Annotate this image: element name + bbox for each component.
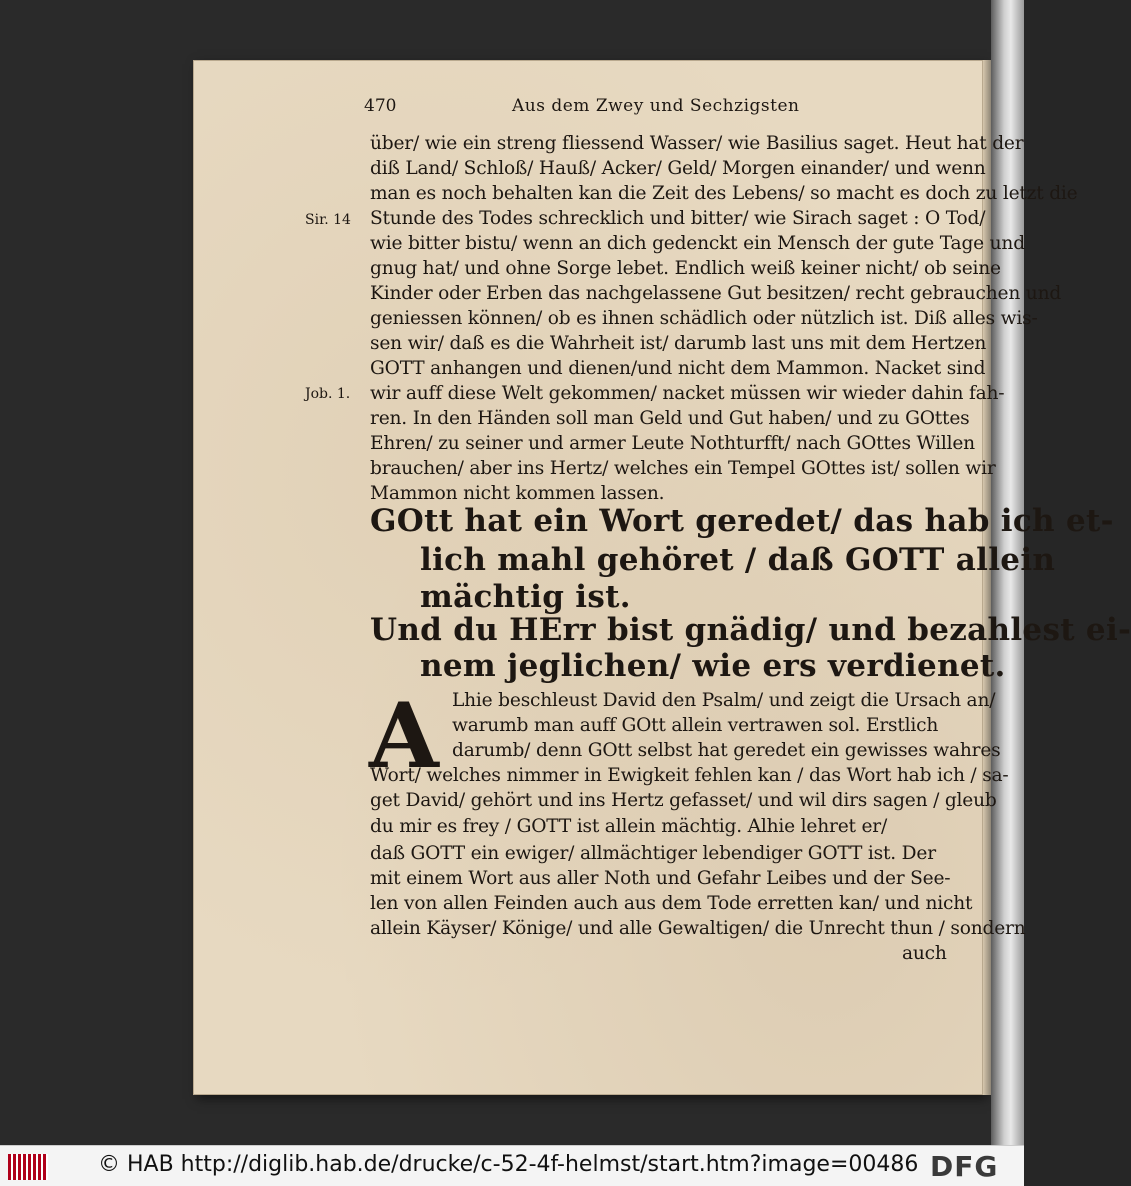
footer-bar: [0, 1145, 1024, 1186]
copyright-link[interactable]: © HAB http://diglib.hab.de/drucke/c-52-4f-helmst/start.htm?image=00486: [98, 1152, 919, 1177]
verse-line: mächtig ist.: [420, 579, 631, 615]
body-line: Kinder oder Erben das nachgelassene Gut besitzen/ recht gebrauchen und: [370, 283, 1062, 304]
body-line: mit einem Wort aus aller Noth und Gefahr Leibes und der See-: [370, 868, 951, 889]
header-title: Aus dem Zwey und Sechzigsten: [512, 96, 800, 116]
body-line: Ehren/ zu seiner und armer Leute Nothturfft/ nach GOttes Willen: [370, 433, 975, 454]
body-line: daß GOTT ein ewiger/ allmächtiger lebendiger GOTT ist. Der: [370, 843, 936, 864]
verse-line: lich mahl gehöret / daß GOTT allein: [420, 542, 1056, 578]
body-line: man es noch behalten kan die Zeit des Lebens/ so macht es doch zu letzt die: [370, 183, 1078, 204]
body-line: Lhie beschleust David den Psalm/ und zeigt die Ursach an/: [452, 690, 996, 711]
body-line: Mammon nicht kommen lassen.: [370, 483, 665, 504]
margin-note: Job. 1.: [305, 386, 351, 402]
verse-line: GOtt hat ein Wort geredet/ das hab ich et-: [370, 503, 1114, 539]
catchword: auch: [902, 943, 947, 964]
dfg-logo: DFG: [930, 1150, 999, 1183]
library-logo-icon: [8, 1154, 48, 1180]
margin-note: Sir. 14: [305, 212, 351, 228]
body-line: wie bitter bistu/ wenn an dich gedenckt ein Mensch der gute Tage und: [370, 233, 1025, 254]
verse-line: Und du HErr bist gnädig/ und bezahlest ei-: [370, 612, 1131, 648]
body-line: sen wir/ daß es die Wahrheit ist/ darumb last uns mit dem Hertzen: [370, 333, 987, 354]
body-line: ren. In den Händen soll man Geld und Gut haben/ und zu GOttes: [370, 408, 970, 429]
body-line: warumb man auff GOtt allein vertrawen sol. Erstlich: [452, 715, 939, 736]
body-line: len von allen Feinden auch aus dem Tode erretten kan/ und nicht: [370, 893, 973, 914]
body-line: über/ wie ein streng fliessend Wasser/ wie Basilius saget. Heut hat der: [370, 133, 1024, 154]
body-line: get David/ gehört und ins Hertz gefasset/ und wil dirs sagen / gleub: [370, 790, 997, 811]
body-line: geniessen können/ ob es ihnen schädlich oder nützlich ist. Diß alles wis-: [370, 308, 1038, 329]
body-line: gnug hat/ und ohne Sorge lebet. Endlich weiß keiner nicht/ ob seine: [370, 258, 1001, 279]
body-line: allein Käyser/ Könige/ und alle Gewaltigen/ die Unrecht thun / sondern: [370, 918, 1026, 939]
decorated-initial: A: [369, 683, 439, 789]
body-line: diß Land/ Schloß/ Hauß/ Acker/ Geld/ Morgen einander/ und wenn: [370, 158, 986, 179]
body-line: darumb/ denn GOtt selbst hat geredet ein gewisses wahres: [452, 740, 1001, 761]
body-line: GOTT anhangen und dienen/und nicht dem Mammon. Nacket sind: [370, 358, 986, 379]
body-line: wir auff diese Welt gekommen/ nacket müssen wir wieder dahin fah-: [370, 383, 1005, 404]
body-line: du mir es frey / GOTT ist allein mächtig. Alhie lehret er/: [370, 816, 888, 837]
verse-line: nem jeglichen/ wie ers verdienet.: [420, 648, 1006, 684]
body-line: Wort/ welches nimmer in Ewigkeit fehlen kan / das Wort hab ich / sa-: [370, 765, 1009, 786]
body-line: Stunde des Todes schrecklich und bitter/ wie Sirach saget : O Tod/: [370, 208, 986, 229]
page-number: 470: [364, 96, 397, 116]
body-line: brauchen/ aber ins Hertz/ welches ein Tempel GOttes ist/ sollen wir: [370, 458, 996, 479]
